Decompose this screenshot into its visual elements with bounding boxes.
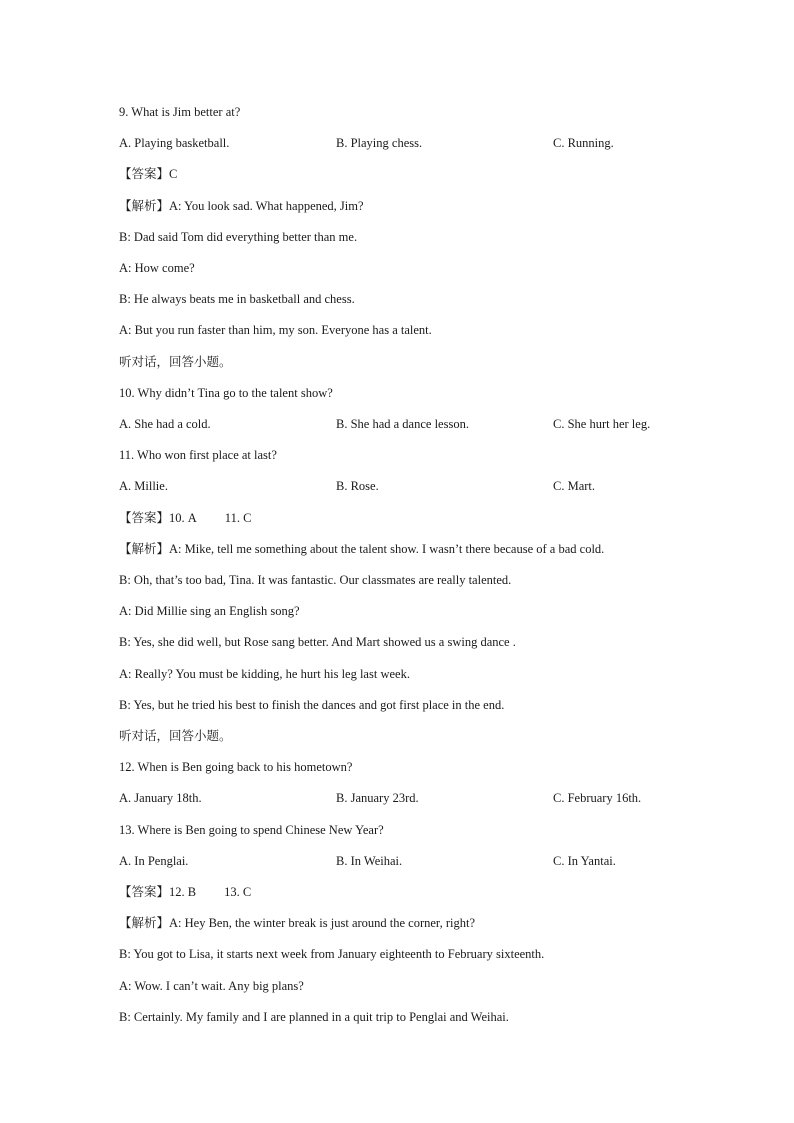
text-line: B: He always beats me in basketball and chess. xyxy=(119,292,355,306)
option-a: A. Millie. xyxy=(119,479,168,493)
options-row xyxy=(119,416,679,432)
option-b: B. Playing chess. xyxy=(336,136,423,150)
options-row xyxy=(119,135,679,151)
option-b: B. January 23rd. xyxy=(336,791,419,805)
options-row xyxy=(119,478,679,494)
text-line: 听对话，回答小题。 xyxy=(119,729,232,743)
text-line: B: You got to Lisa, it starts next week from January eighteenth to February sixteenth. xyxy=(119,947,545,961)
text-line: 11. Who won first place at last? xyxy=(119,448,277,462)
text-line: B: Oh, that’s too bad, Tina. It was fantastic. Our classmates are really talented. xyxy=(119,573,512,587)
answer-line xyxy=(119,884,251,900)
text-line: B: Yes, she did well, but Rose sang better. And Mart showed us a swing dance . xyxy=(119,635,516,649)
option-c: C. February 16th. xyxy=(553,791,642,805)
text-line: 【答案】C xyxy=(119,167,178,181)
text-line: 13. Where is Ben going to spend Chinese New Year? xyxy=(119,823,384,837)
answer-line xyxy=(119,510,251,526)
option-a: A. In Penglai. xyxy=(119,854,189,868)
text-line: B: Yes, but he tried his best to finish the dances and got first place in the end. xyxy=(119,698,505,712)
text-line: 【解析】A: You look sad. What happened, Jim? xyxy=(119,199,364,213)
text-line: 听对话，回答小题。 xyxy=(119,355,232,369)
text-line: 【解析】A: Hey Ben, the winter break is just around the corner, right? xyxy=(119,916,476,930)
options-row xyxy=(119,853,679,869)
option-b: B. Rose. xyxy=(336,479,379,493)
option-c: C. Mart. xyxy=(553,479,596,493)
option-a: A. January 18th. xyxy=(119,791,202,805)
text-line: A: How come? xyxy=(119,261,195,275)
option-b: B. She had a dance lesson. xyxy=(336,417,469,431)
option-c: C. She hurt her leg. xyxy=(553,417,651,431)
text-line: 【解析】A: Mike, tell me something about the talent show. I wasn’t there because of a bad cold. xyxy=(119,542,605,556)
text-line: A: Really? You must be kidding, he hurt his leg last week. xyxy=(119,667,410,681)
option-c: C. In Yantai. xyxy=(553,854,616,868)
text-line: 12. When is Ben going back to his hometown? xyxy=(119,760,353,774)
text-line: A: Wow. I can’t wait. Any big plans? xyxy=(119,979,304,993)
option-b: B. In Weihai. xyxy=(336,854,403,868)
text-line: B: Dad said Tom did everything better than me. xyxy=(119,230,358,244)
text-line: A: But you run faster than him, my son. Everyone has a talent. xyxy=(119,323,432,337)
text-line: A: Did Millie sing an English song? xyxy=(119,604,300,618)
text-line: 9. What is Jim better at? xyxy=(119,105,241,119)
options-row xyxy=(119,790,679,806)
option-c: C. Running. xyxy=(553,136,614,150)
answer-first: 【答案】10. A xyxy=(119,511,197,525)
answer-second: 13. C xyxy=(224,885,252,899)
text-line: 10. Why didn’t Tina go to the talent show? xyxy=(119,386,333,400)
answer-second: 11. C xyxy=(224,511,252,525)
option-a: A. She had a cold. xyxy=(119,417,211,431)
answer-first: 【答案】12. B xyxy=(119,885,197,899)
text-line: B: Certainly. My family and I are planned in a quit trip to Penglai and Weihai. xyxy=(119,1010,509,1024)
option-a: A. Playing basketball. xyxy=(119,136,230,150)
